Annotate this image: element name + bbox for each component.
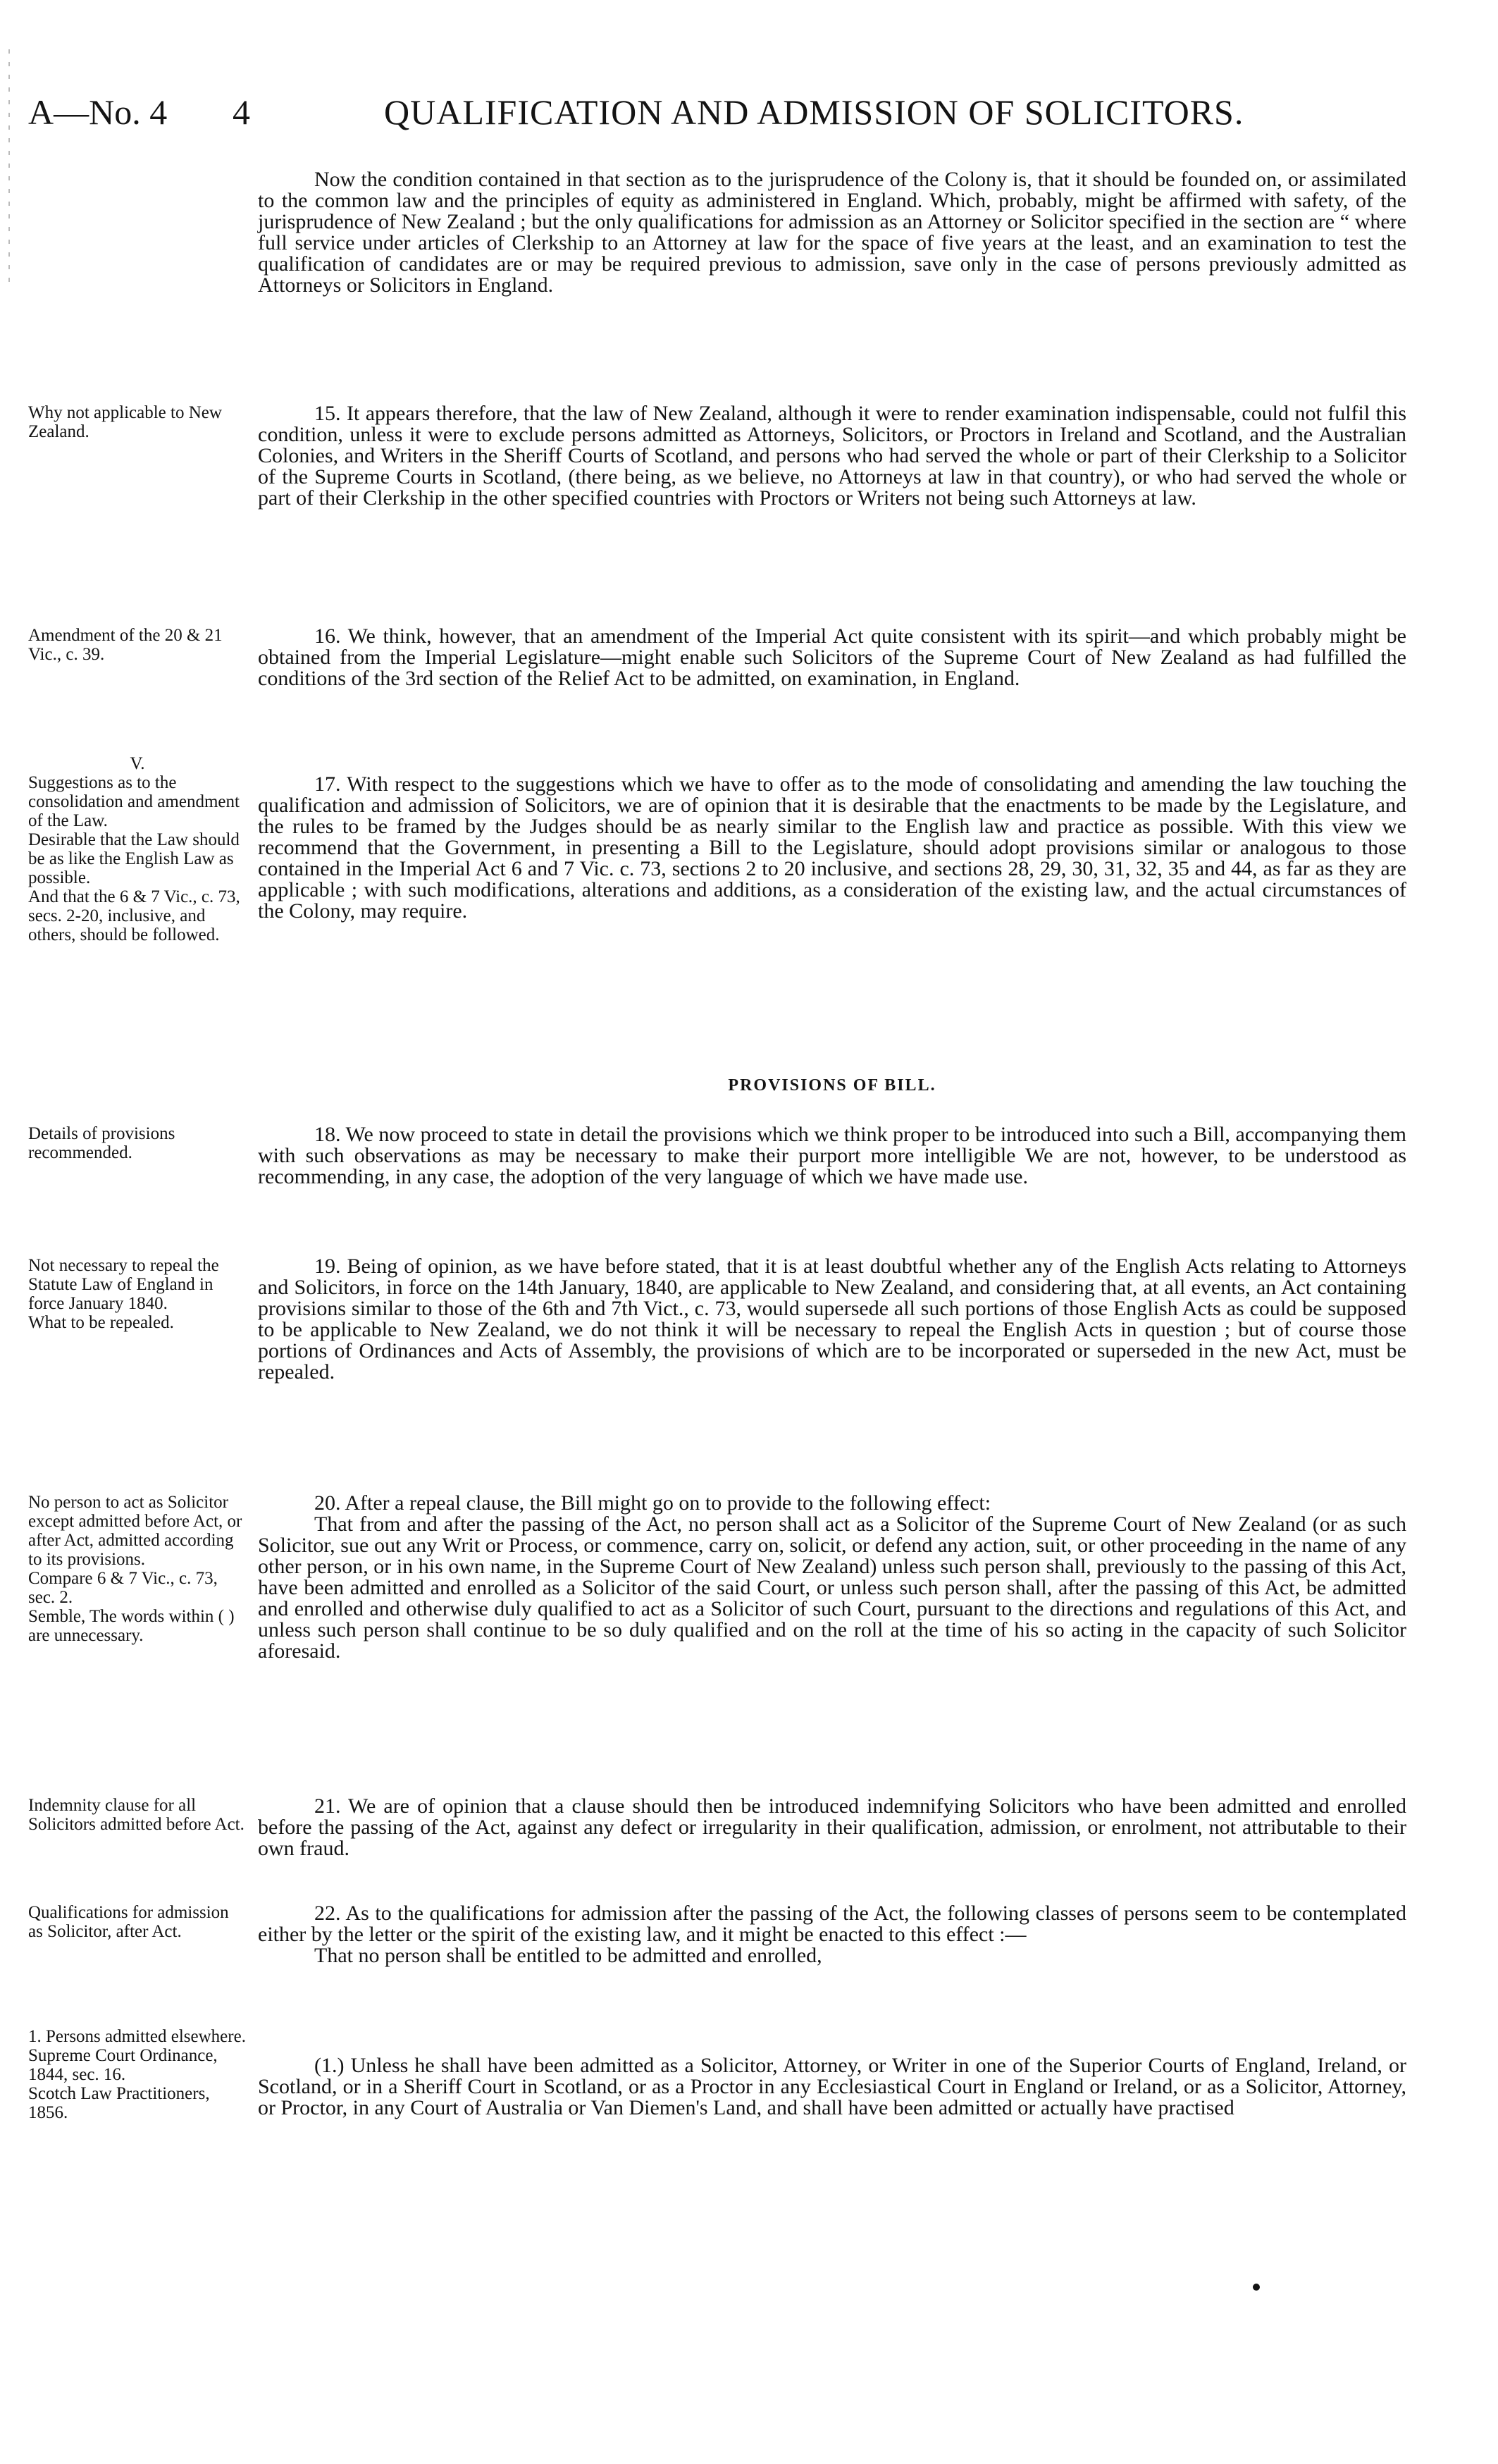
- paragraph-text: That from and after the passing of the Act, no person shall act as a Solicitor of the Supreme Court of New Zealand (or as such Solicitor, sue out any Writ or Process, or commence, carry on, solicit, or defend any action, suit, or other proceeding in the name of any other person, or in his own name, in the Supreme Court of New Zealand) unless such person shall, previously to the passing of this Act, have been admitted and enrolled as a Solicitor of the said Court, or unless such person shall, after the passing of this Act, be admitted and enrolled and otherwise duly qualified to act as a Solicitor of such Court, pursuant to the directions and regulations of this Act, and unless such person shall continue to be so duly qualified and on the roll at the time of his so acting in the capacity of such Solicitor aforesaid.: [258, 1513, 1406, 1663]
- sidenote-text: Not necessary to repeal the Statute Law of England in force January 1840.: [28, 1256, 219, 1313]
- intro-paragraph: Now the condition contained in that section as to the jurisprudence of the Colony is, that it should be founded on, or assimilated to the common law and the principles of equity as administered in England. Which, probably, might be affirmed with safety, of the jurisprudence of New Zealand ; but the only qualifications for admission as an Attorney or Solicitor specified in the section are “ where full service under articles of Clerkship to an Attorney at law for the space of five years at the least, and an examination to test the qualification of candidates are or may be required previous to admission, save only in the case of persons previously admitted as Attorneys or Solicitors in England.: [258, 168, 1406, 297]
- sidenote-22-1: [28, 2027, 247, 2122]
- paragraph-text: 22. As to the qualifications for admission after the passing of the Act, the following classes of persons seem to be contemplated either by the letter or the spirit of the existing law, and it might be enacted to this effect :—: [258, 1902, 1406, 1946]
- sidenote-text: Why not applicable to New Zealand.: [28, 403, 222, 441]
- paragraph-19: [258, 1256, 1406, 1383]
- roman-numeral: V.: [130, 754, 145, 773]
- paragraph-text: 15. It appears therefore, that the law of New Zealand, although it were to render examination indispensable, could not fulfil this condition, unless it were to exclude persons admitted as Attorneys, Solicitors, or Proctors in Ireland and Scotland, and the Australian Colonies, and Writers in the Sheriff Courts of Scotland, and persons who had served the whole or part of their Clerkship to a Solicitor of the Supreme Courts in Scotland, (there being, as we believe, no Attorneys at law in that country), or who had served the whole or part of their Clerkship in the other specified countries with Proctors or Writers not being such Attorneys at law.: [258, 402, 1406, 510]
- page-number: 4: [233, 92, 250, 132]
- sidenote-text: And that the 6 & 7 Vic., c. 73, secs. 2-20, inclusive, and others, should be followed.: [28, 887, 240, 944]
- paragraph-21: [258, 1796, 1406, 1859]
- sidenote-text: Details of provisions recommended.: [28, 1124, 175, 1162]
- sidenote-text: 1. Persons admitted elsewhere.: [28, 2027, 246, 2046]
- sidenote-text: No person to act as Solicitor except admitted before Act, or after Act, admitted according to its provisions.: [28, 1493, 242, 1569]
- paragraph-text: 16. We think, however, that an amendment of the Imperial Act quite consistent with its spirit—and which probably might be obtained from the Imperial Legislature—might enable such Solicitors of the Supreme Court of New Zealand as had fulfilled the conditions of the 3rd section of the Relief Act to be admitted, on examination, in England.: [258, 624, 1406, 690]
- sidenote-text: Desirable that the Law should be as like the English Law as possible.: [28, 830, 240, 887]
- page-edge-marks: [8, 49, 10, 282]
- sidenote-17: [28, 754, 247, 944]
- paper-reference: A—No. 4: [28, 92, 168, 132]
- sidenote-text: Compare 6 & 7 Vic., c. 73, sec. 2.: [28, 1569, 218, 1607]
- paragraph-20: [258, 1493, 1406, 1662]
- printer-dot: [1253, 2284, 1260, 2291]
- paragraph-18: [258, 1124, 1406, 1188]
- sidenote-16: [28, 626, 247, 664]
- sidenote-text: Indemnity clause for all Solicitors admitted before Act.: [28, 1796, 244, 1834]
- sidenote-text: Supreme Court Ordinance, 1844, sec. 16.: [28, 2046, 218, 2084]
- sidenote-21: [28, 1796, 247, 1834]
- paragraph-text: 21. We are of opinion that a clause should then be introduced indemnifying Solicitors who have been admitted and enrolled before the passing of the Act, against any defect or irregularity in their qualification, admission, or enrolment, not attributable to their own fraud.: [258, 1794, 1406, 1860]
- paragraph-text: 18. We now proceed to state in detail the provisions which we think proper to be introduced into such a Bill, accompanying them with such observations as may be necessary to make their purport more intelligible We are not, however, to be understood as recommending, in any case, the adoption of the very language of which we have made use.: [258, 1123, 1406, 1188]
- paragraph-text: That no person shall be entitled to be admitted and enrolled,: [314, 1944, 822, 1967]
- paragraph-22: [258, 1903, 1406, 1966]
- sidenote-15: [28, 403, 247, 441]
- sidenote-20: [28, 1493, 247, 1645]
- paragraph-text: 17. With respect to the suggestions which we have to offer as to the mode of consolidating and amending the law touching the qualification and admission of Solicitors, we are of opinion that it is desirable that the enactments to be made by the Legislature, and the rules to be framed by the Judges should be as nearly similar to the English law and practice as possible. With this view we recommend that the Government, in presenting a Bill to the Legislature, should adopt provisions similar or analogous to those contained in the Imperial Act 6 and 7 Vic. c. 73, sections 2 to 20 inclusive, and sections 28, 29, 30, 31, 32, 35 and 44, as far as they are applicable ; with such modifications, alterations and additions, as a consideration of the existing law, and the actual circumstances of the Colony, may require.: [258, 772, 1406, 923]
- sidenote-18: [28, 1124, 247, 1162]
- sidenote-text: Qualifications for admission as Solicitor, after Act.: [28, 1903, 229, 1941]
- sidenote-text: Suggestions as to the consolidation and amendment of the Law.: [28, 773, 240, 830]
- paragraph-17: [258, 774, 1406, 922]
- sidenote-text: Scotch Law Practitioners, 1856.: [28, 2084, 210, 2122]
- paragraph-16: [258, 626, 1406, 689]
- paragraph-text: (1.) Unless he shall have been admitted as a Solicitor, Attorney, or Writer in one of the Superior Courts of England, Ireland, or Scotland, or in a Sheriff Court in Scotland, or as a Proctor in any Ecclesiastical Court in England or Ireland, or as a Solicitor, Attorney, or Proctor, in any Court of Australia or Van Diemen's Land, and shall have been admitted or actually have practised: [258, 2054, 1406, 2119]
- sidenote-text: Semble, The words within ( ) are unnecessary.: [28, 1607, 235, 1645]
- paragraph-text: 20. After a repeal clause, the Bill might go on to provide to the following effect:: [314, 1491, 991, 1515]
- paragraph-text: 19. Being of opinion, as we have before stated, that it is at least doubtful whether any of the English Acts relating to Attorneys and Solicitors, in force on the 14th January, 1840, are applicable to New Zealand, and considering that, at all events, an Act containing provisions similar to those of the 6th and 7th Vict., c. 73, would supersede all such portions of those English Acts as could be supposed to be applicable to New Zealand, we do not think it will be necessary to repeal the English Acts in question ; but of course those portions of Ordinances and Acts of Assembly, the provisions of which are to be incorporated or superseded in the new Act, must be repealed.: [258, 1255, 1406, 1384]
- page-title: QUALIFICATION AND ADMISSION OF SOLICITORS.: [384, 92, 1244, 132]
- page-header: [28, 92, 1466, 148]
- sidenote-text: What to be repealed.: [28, 1313, 174, 1332]
- section-heading: PROVISIONS OF BILL.: [728, 1076, 936, 1095]
- paragraph-15: [258, 403, 1406, 509]
- paragraph-22-1: [258, 2055, 1406, 2119]
- sidenote-text: Amendment of the 20 & 21 Vic., c. 39.: [28, 626, 223, 664]
- sidenote-19: [28, 1256, 247, 1332]
- sidenote-22: [28, 1903, 247, 1941]
